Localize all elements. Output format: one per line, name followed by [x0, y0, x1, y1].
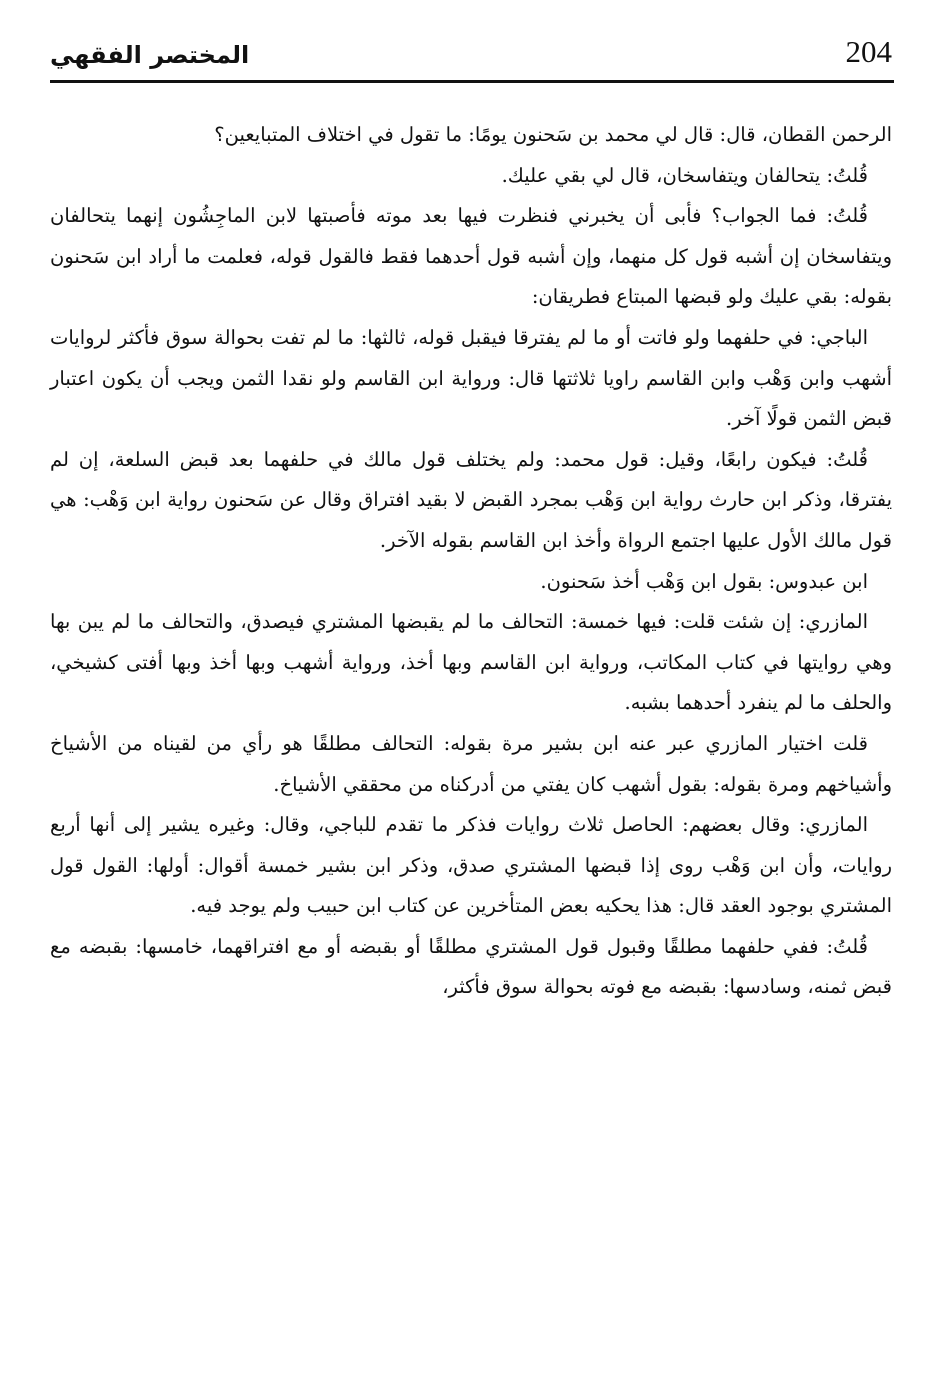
- paragraph-continuation: الرحمن القطان، قال: قال لي محمد بن سَحنون يومًا: ما تقول في اختلاف المتبايعين؟: [214, 123, 892, 146]
- header-divider: [50, 80, 894, 83]
- book-title: المختصر الفقهي: [50, 41, 250, 69]
- page-header: [50, 30, 892, 80]
- paragraph: قُلتُ: فيكون رابعًا، وقيل: قول محمد: ولم يختلف قول مالك في حلفهما بعد قبض السلعة، إن لم يفترقا، وذكر ابن حارث رواية ابن وَهْب بمجرد القبض لا بقيد افتراق وقال عن سَحنون رواية ابن وَهْب: هي قول مالك الأول عليها اجتمع الرواة وأخذ ابن القاسم بقوله الآخر.: [50, 447, 892, 552]
- paragraph: قلت اختيار المازري عبر عنه ابن بشير مرة بقوله: التحالف مطلقًا هو رأي من لقيناه من الأشياخ وأشياخهم ومرة بقوله: بقول أشهب كان يفتي من أدركناه من محققي الأشياخ.: [50, 731, 892, 796]
- paragraph: ابن عبدوس: بقول ابن وَهْب أخذ سَحنون.: [540, 569, 868, 593]
- paragraph: قُلتُ: فما الجواب؟ فأبى أن يخبرني فنظرت فيها بعد موته فأصبتها لابن الماجِشُون إنهما يتحالفان ويتفاسخان إن أشبه قول كل منهما، وإن أشبه قول أحدهما فقط فالقول قوله، فعلمت ما أراد ابن سَحنون بقوله: بقي عليك ولو قبضها المبتاع فطريقان:: [50, 204, 892, 309]
- paragraph: المازري: وقال بعضهم: الحاصل ثلاث روايات فذكر ما تقدم للباجي، وقال: وغيره يشير إلى أنها أربع روايات، وأن ابن وَهْب روى إذا قبضها المشتري صدق، وذكر ابن بشير خمسة أقوال: أولها: القول قول المشتري بوجود العقد قال: هذا يحكيه بعض المتأخرين عن كتاب ابن حبيب ولم يوجد فيه.: [50, 813, 892, 918]
- page-number: 204: [845, 34, 892, 69]
- paragraph: المازري: إن شئت قلت: فيها خمسة: التحالف ما لم يقبضها المشتري فيصدق، والتحالف ما لم يبن بها وهي روايتها في كتاب المكاتب، ورواية ابن القاسم وبها أخذ، ورواية أشهب وبها أخذ وبها أفتى كشيخي، والحلف ما لم ينفرد أحدهما بشبه.: [50, 610, 892, 715]
- paragraph: قُلتُ: ففي حلفهما مطلقًا وقبول قول المشتري مطلقًا أو بقبضه أو مع افتراقهما، خامسها: بقبضه مع قبض ثمنه، وسادسها: بقبضه مع فوته بحوالة سوق فأكثر،: [50, 934, 892, 999]
- body-text: [50, 115, 892, 1008]
- paragraph: قُلتُ: يتحالفان ويتفاسخان، قال لي بقي عليك.: [501, 163, 868, 187]
- paragraph: الباجي: في حلفهما ولو فاتت أو ما لم يفترقا فيقبل قوله، ثالثها: ما لم تفت بحوالة سوق فأكثر لروايات أشهب وابن وَهْب وابن القاسم راويا ثلاثتها قال: ورواية ابن القاسم ولو نقدا الثمن ويجب أن يكون اعتبار قبض الثمن قولًا آخر.: [50, 325, 892, 431]
